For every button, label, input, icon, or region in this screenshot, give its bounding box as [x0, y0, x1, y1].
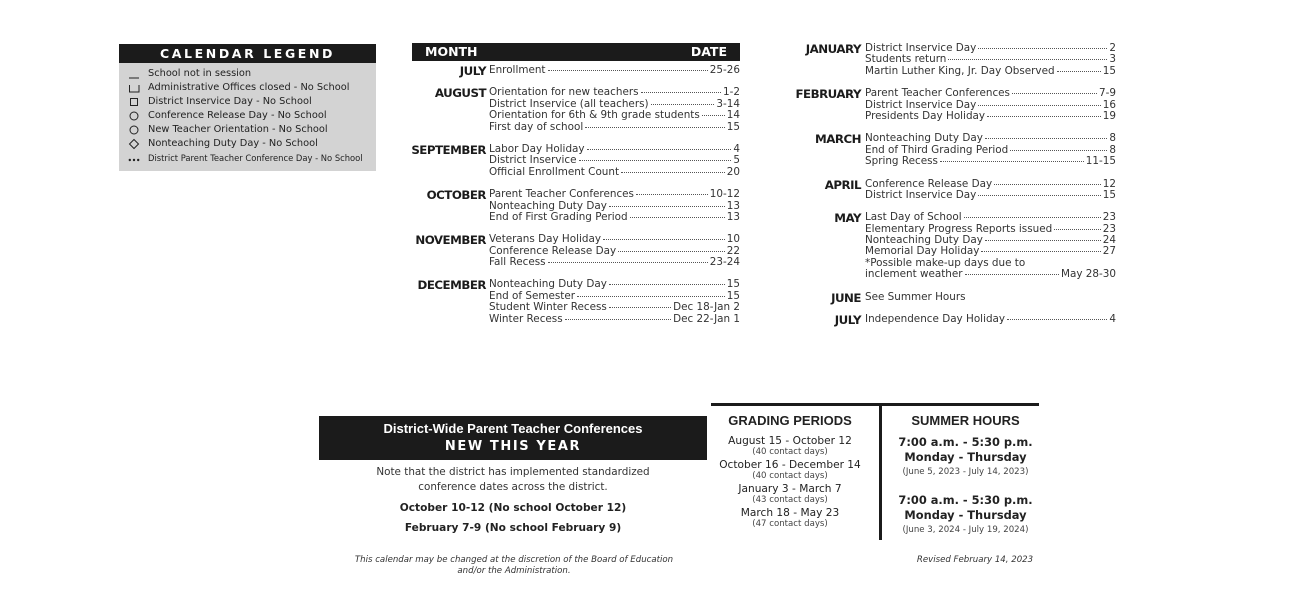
- conference-date-february: February 7-9 (No school February 9): [404, 522, 622, 534]
- circle-icon: [128, 123, 142, 137]
- conferences-panel: [319, 416, 707, 536]
- grading-summer-divider: [879, 403, 882, 540]
- dot-leader: [603, 239, 725, 240]
- calendar-event: End of Third Grading Period 8: [865, 143, 1116, 156]
- event-date: 4: [1109, 313, 1116, 326]
- dot-leader: [548, 262, 708, 263]
- square-icon: [128, 95, 142, 109]
- calendar-event: Orientation for 6th & 9th grade students 14: [489, 109, 740, 122]
- event-date: 25-26: [709, 64, 740, 76]
- month-block-july: [790, 313, 1116, 328]
- calendar-event: First day of school 15: [489, 120, 740, 133]
- calendar-event: Fall Recess 23-24: [489, 256, 740, 269]
- dot-leader: [630, 217, 725, 218]
- event-date: 23-24: [709, 256, 740, 269]
- event-date: 3-14: [716, 97, 740, 110]
- legend-list: [119, 63, 376, 165]
- calendar-event: Veterans Day Holiday 10: [489, 233, 740, 246]
- dot-leader: [964, 217, 1101, 218]
- month-name: JULY: [459, 64, 486, 78]
- month-name: DECEMBER: [417, 278, 486, 293]
- dot-leader: [577, 296, 725, 297]
- month-block-may: [790, 212, 1116, 280]
- calendar-event: Independence Day Holiday 4: [865, 313, 1116, 326]
- dot-leader: [587, 149, 732, 150]
- dot-leader: [978, 48, 1107, 49]
- calendar-event: Parent Teacher Conferences 7-9: [865, 87, 1116, 100]
- event-date: 15: [726, 120, 740, 133]
- month-block-february: [790, 88, 1116, 122]
- calendar-event: Spring Recess 11-15: [865, 155, 1116, 168]
- bracket-icon: [128, 81, 142, 95]
- event-date: 11-15: [1085, 155, 1116, 168]
- calendar-event: *Possible make-up days due to: [865, 256, 1026, 269]
- dot-leader: [994, 184, 1101, 185]
- summer-hours-block: 7:00 a.m. - 5:30 p.m. Monday - Thursday (June 5, 2023 - July 14, 2023): [898, 435, 1033, 477]
- grading-period: October 16 - December 14 (40 contact days): [719, 459, 861, 481]
- calendar-legend: [119, 44, 376, 171]
- revised-date: Revised February 14, 2023: [916, 555, 1034, 565]
- event-date: 14: [726, 109, 740, 122]
- summer-hours-title: SUMMER HOURS: [911, 413, 1020, 428]
- event-date: 23: [1102, 222, 1116, 235]
- conferences-banner: [319, 416, 707, 460]
- month-block-december: [412, 279, 740, 325]
- calendar-event: District Inservice Day 2: [865, 42, 1116, 54]
- legend-item: District Parent Teacher Conference Day - No School: [128, 151, 376, 165]
- legend-item: Administrative Offices closed - No School: [128, 81, 376, 95]
- calendar-event: District Inservice (all teachers) 3-14: [489, 97, 740, 110]
- grading-periods-title: GRADING PERIODS: [728, 413, 852, 428]
- event-date: 1-2: [723, 86, 740, 99]
- grading-period: March 18 - May 23 (47 contact days): [740, 507, 840, 529]
- calendar-event: See Summer Hours: [865, 290, 966, 303]
- dot-leader: [651, 104, 715, 105]
- event-date: 10: [726, 233, 740, 246]
- event-date: May 28-30: [1061, 268, 1116, 281]
- calendar-event: Nonteaching Duty Day 8: [865, 132, 1116, 145]
- conferences-title: District-Wide Parent Teacher Conferences: [383, 421, 643, 436]
- dot-leader: [621, 172, 725, 173]
- dot-leader: [940, 161, 1084, 162]
- month-date-header: [412, 43, 740, 61]
- dot-leader: [1057, 71, 1101, 72]
- event-date: 15: [1102, 64, 1116, 77]
- dot-leader: [618, 251, 725, 252]
- underline-icon: [128, 67, 142, 81]
- dot-leader: [636, 194, 708, 195]
- calendar-event: Conference Release Day 22: [489, 244, 740, 257]
- event-date: 7-9: [1099, 87, 1116, 100]
- event-date: 13: [726, 210, 740, 223]
- month-header-label: MONTH: [425, 44, 478, 59]
- grading-period: August 15 - October 12 (40 contact days): [728, 435, 852, 457]
- event-date: 15: [1102, 188, 1116, 201]
- month-name: JULY: [834, 313, 861, 328]
- legend-item: Nonteaching Duty Day - No School: [128, 137, 376, 151]
- month-name: MAY: [834, 211, 861, 226]
- dot-leader: [585, 127, 725, 128]
- legend-item: New Teacher Orientation - No School: [128, 123, 376, 137]
- month-block-april: [790, 179, 1116, 202]
- conference-date-october: October 10-12 (No school October 12): [399, 502, 627, 514]
- calendar-event: Labor Day Holiday 4: [489, 142, 740, 155]
- month-name: NOVEMBER: [415, 233, 486, 248]
- diamond-icon: [128, 137, 142, 151]
- month-block-july: [412, 65, 740, 76]
- legend-item: School not in session: [128, 67, 376, 81]
- month-block-november: [412, 234, 740, 268]
- month-name: AUGUST: [434, 86, 486, 101]
- event-date: 22: [726, 244, 740, 257]
- dot-leader: [948, 59, 1107, 60]
- month-name: APRIL: [824, 177, 861, 192]
- calendar-event: Last Day of School 23: [865, 211, 1116, 224]
- calendar-column-spring: [790, 42, 1116, 328]
- calendar-event: District Inservice Day 16: [865, 98, 1116, 111]
- event-date: 12: [1102, 177, 1116, 190]
- calendar-event: Martin Luther King, Jr. Day Observed 15: [865, 64, 1116, 77]
- dots-icon: [128, 151, 142, 165]
- date-header-label: DATE: [690, 44, 727, 59]
- month-name: MARCH: [815, 132, 861, 147]
- dot-leader: [609, 307, 671, 308]
- dot-leader: [978, 105, 1100, 106]
- calendar-event: Parent Teacher Conferences 10-12: [489, 188, 740, 201]
- calendar-event: Nonteaching Duty Day 24: [865, 234, 1116, 247]
- event-date: 15: [726, 289, 740, 302]
- calendar-event: Winter Recess Dec 22-Jan 1: [489, 312, 740, 325]
- calendar-event: Enrollment 25-26: [489, 64, 740, 76]
- conferences-note: Note that the district has implemented standardized conference dates across the district.: [376, 466, 650, 493]
- calendar-column-fall: [412, 43, 740, 325]
- calendar-event: End of First Grading Period 13: [489, 210, 740, 223]
- calendar-event: Orientation for new teachers 1-2: [489, 86, 740, 99]
- summer-hours-block: 7:00 a.m. - 5:30 p.m. Monday - Thursday (June 3, 2024 - July 19, 2024): [898, 493, 1033, 535]
- event-date: Dec 18-Jan 2: [673, 301, 740, 314]
- dot-leader: [1007, 319, 1107, 320]
- event-date: 3: [1109, 53, 1116, 66]
- event-date: 23: [1102, 211, 1116, 224]
- dot-leader: [609, 284, 725, 285]
- event-date: 27: [1102, 245, 1116, 258]
- legend-item: District Inservice Day - No School: [128, 95, 376, 109]
- event-date: 24: [1102, 234, 1116, 247]
- calendar-event: District Inservice 5: [489, 154, 740, 167]
- month-name: FEBRUARY: [795, 87, 861, 102]
- event-date: 16: [1102, 98, 1116, 111]
- month-name: OCTOBER: [426, 188, 486, 203]
- dot-leader: [1010, 150, 1107, 151]
- event-date: 2: [1109, 42, 1116, 54]
- event-date: 8: [1109, 132, 1116, 145]
- calendar-event: District Inservice Day 15: [865, 188, 1116, 201]
- dot-leader: [985, 240, 1101, 241]
- event-date: 8: [1109, 143, 1116, 156]
- event-date: 20: [726, 165, 740, 178]
- calendar-event: Presidents Day Holiday 19: [865, 109, 1116, 122]
- calendar-disclaimer: This calendar may be changed at the discretion of the Board of Education and/or the Administration.: [354, 555, 674, 576]
- month-block-january: [790, 43, 1116, 77]
- dot-leader: [985, 138, 1108, 139]
- grading-period: January 3 - March 7 (43 contact days): [738, 483, 842, 505]
- event-date: Dec 22-Jan 1: [673, 312, 740, 325]
- dot-leader: [987, 116, 1101, 117]
- calendar-event: inclement weather May 28-30: [865, 268, 1116, 281]
- event-date: 4: [733, 142, 740, 155]
- calendar-event: End of Semester 15: [489, 289, 740, 302]
- dot-leader: [641, 92, 721, 93]
- dot-leader: [1054, 229, 1101, 230]
- calendar-event: Official Enrollment Count 20: [489, 165, 740, 178]
- event-date: 19: [1102, 109, 1116, 122]
- month-name: SEPTEMBER: [411, 142, 486, 157]
- calendar-event: Students return 3: [865, 53, 1116, 66]
- dot-leader: [609, 206, 725, 207]
- dot-leader: [965, 274, 1059, 275]
- month-block-june: [790, 292, 1116, 303]
- calendar-event: Nonteaching Duty Day 13: [489, 199, 740, 212]
- calendar-event: Conference Release Day 12: [865, 177, 1116, 190]
- dot-leader: [978, 195, 1100, 196]
- calendar-event: Nonteaching Duty Day 15: [489, 278, 740, 291]
- dot-leader: [702, 115, 725, 116]
- dot-leader: [579, 160, 732, 161]
- month-block-march: [790, 133, 1116, 167]
- calendar-event: Elementary Progress Reports issued 23: [865, 222, 1116, 235]
- dot-leader: [548, 70, 708, 71]
- calendar-event: Student Winter Recess Dec 18-Jan 2: [489, 301, 740, 314]
- month-name: JANUARY: [805, 42, 861, 56]
- circle-icon: [128, 109, 142, 123]
- dot-leader: [1012, 93, 1097, 94]
- summer-hours-panel: [888, 413, 1043, 551]
- legend-title: CALENDAR LEGEND: [119, 44, 376, 63]
- legend-item: Conference Release Day - No School: [128, 109, 376, 123]
- event-date: 15: [726, 278, 740, 291]
- event-date: 10-12: [709, 188, 740, 201]
- dot-leader: [981, 251, 1100, 252]
- month-block-september: [412, 144, 740, 178]
- month-block-october: [412, 189, 740, 223]
- month-block-august: [412, 87, 740, 133]
- event-date: 5: [733, 154, 740, 167]
- dot-leader: [565, 319, 671, 320]
- month-name: JUNE: [831, 290, 861, 305]
- calendar-event: Memorial Day Holiday 27: [865, 245, 1116, 258]
- grading-summer-top-rule: [711, 403, 1039, 406]
- event-date: 13: [726, 199, 740, 212]
- conferences-subtitle: NEW THIS YEAR: [444, 439, 582, 454]
- grading-periods-panel: [711, 413, 869, 531]
